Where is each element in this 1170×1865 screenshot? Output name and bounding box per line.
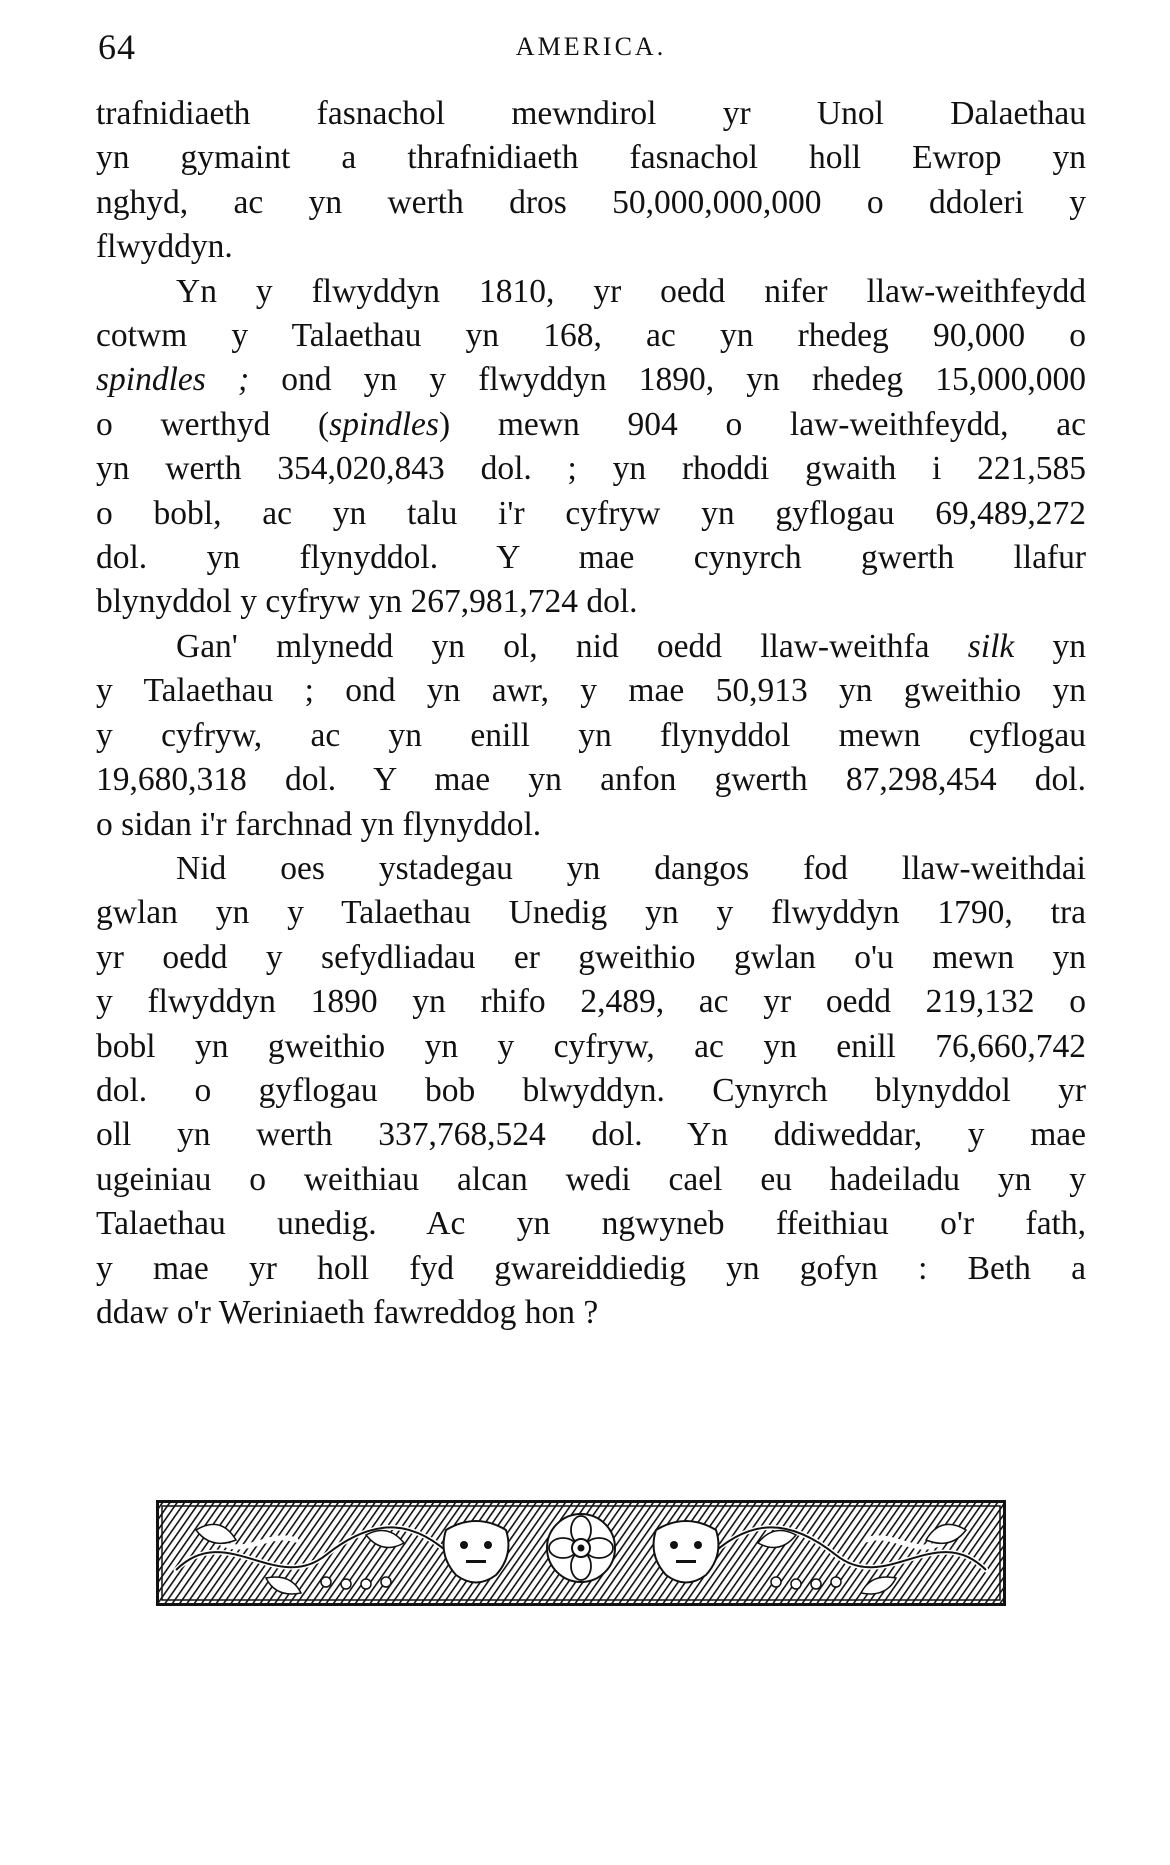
text-line (96, 358, 1086, 402)
text-line: o bobl, ac yn talu i'r cyfryw yn gyflogau 69,489,272 (96, 494, 1086, 532)
text-line: yn gymaint a thrafnidiaeth fasnachol holl Ewrop yn (96, 139, 1086, 177)
page-number: 64 (98, 27, 136, 67)
running-title: AMERICA. (515, 32, 667, 61)
text-line: Yn y flwyddyn 1810, yr oedd nifer llaw-weithfeydd (176, 272, 1086, 310)
text-line: oll yn werth 337,768,524 dol. Yn ddiweddar, y mae (96, 1116, 1086, 1154)
text-run: ond yn y flwyddyn 1890, yn rhedeg 15,000,000 (249, 361, 1086, 399)
text-line: 19,680,318 dol. Y mae yn anfon gwerth 87,298,454 dol. (96, 761, 1086, 799)
text-line: dol. o gyflogau bob blwyddyn. Cynyrch blynyddol yr (96, 1071, 1086, 1109)
italic-term: silk (967, 627, 1015, 665)
text-line: y cyfryw, ac yn enill yn flynyddol mewn cyflogau (96, 716, 1086, 754)
text-line: trafnidiaeth fasnachol mewndirol yr Unol Dalaethau (96, 95, 1086, 132)
text-line: cotwm y Talaethau yn 168, ac yn rhedeg 90,000 o (96, 317, 1086, 355)
text-line (96, 625, 1086, 669)
body-text (96, 92, 1086, 1335)
text-run: ) mewn 904 o law-weithfeydd, ac (438, 405, 1086, 443)
paragraph-2 (96, 270, 1086, 625)
paragraph-4 (96, 847, 1086, 1335)
text-line: y Talaethau ; ond yn awr, y mae 50,913 yn gweithio yn (96, 672, 1086, 710)
text-line: blynyddol y cyfryw yn 267,981,724 dol. (96, 583, 638, 621)
text-run: Gan' mlynedd yn ol, nid oedd llaw-weithfa (176, 627, 968, 665)
paragraph-3 (96, 625, 1086, 847)
text-line: gwlan yn y Talaethau Unedig yn y flwyddyn 1790, tra (96, 894, 1086, 932)
paragraph-1 (96, 92, 1086, 270)
floral-tailpiece-icon (156, 1500, 1006, 1606)
text-line: flwyddyn. (96, 228, 233, 266)
text-line: Nid oes ystadegau yn dangos fod llaw-weithdai (176, 849, 1086, 887)
text-line: nghyd, ac yn werth dros 50,000,000,000 o ddoleri y (96, 183, 1086, 221)
text-line: ugeiniau o weithiau alcan wedi cael eu hadeiladu yn y (96, 1160, 1086, 1198)
text-line: yn werth 354,020,843 dol. ; yn rhoddi gwaith i 221,585 (96, 450, 1086, 488)
text-line: bobl yn gweithio yn y cyfryw, ac yn enill 76,660,742 (96, 1027, 1086, 1065)
text-line: yr oedd y sefydliadau er gweithio gwlan o'u mewn yn (96, 938, 1086, 976)
italic-term: spindles (329, 405, 439, 443)
text-run: o werthyd ( (96, 405, 330, 443)
page-header (96, 22, 1086, 78)
text-line: ddaw o'r Weriniaeth fawreddog hon ? (96, 1293, 599, 1331)
text-run: yn (1014, 627, 1086, 665)
text-line: dol. yn flynyddol. Y mae cynyrch gwerth llafur (96, 539, 1086, 577)
text-line: y flwyddyn 1890 yn rhifo 2,489, ac yr oedd 219,132 o (96, 983, 1086, 1021)
text-line: y mae yr holl fyd gwareiddiedig yn gofyn : Beth a (96, 1249, 1086, 1287)
text-line (96, 403, 1086, 447)
text-line: Talaethau unedig. Ac yn ngwyneb ffeithiau o'r fath, (96, 1205, 1086, 1243)
italic-term: spindles ; (96, 361, 250, 399)
text-line: o sidan i'r farchnad yn flynyddol. (96, 805, 542, 843)
